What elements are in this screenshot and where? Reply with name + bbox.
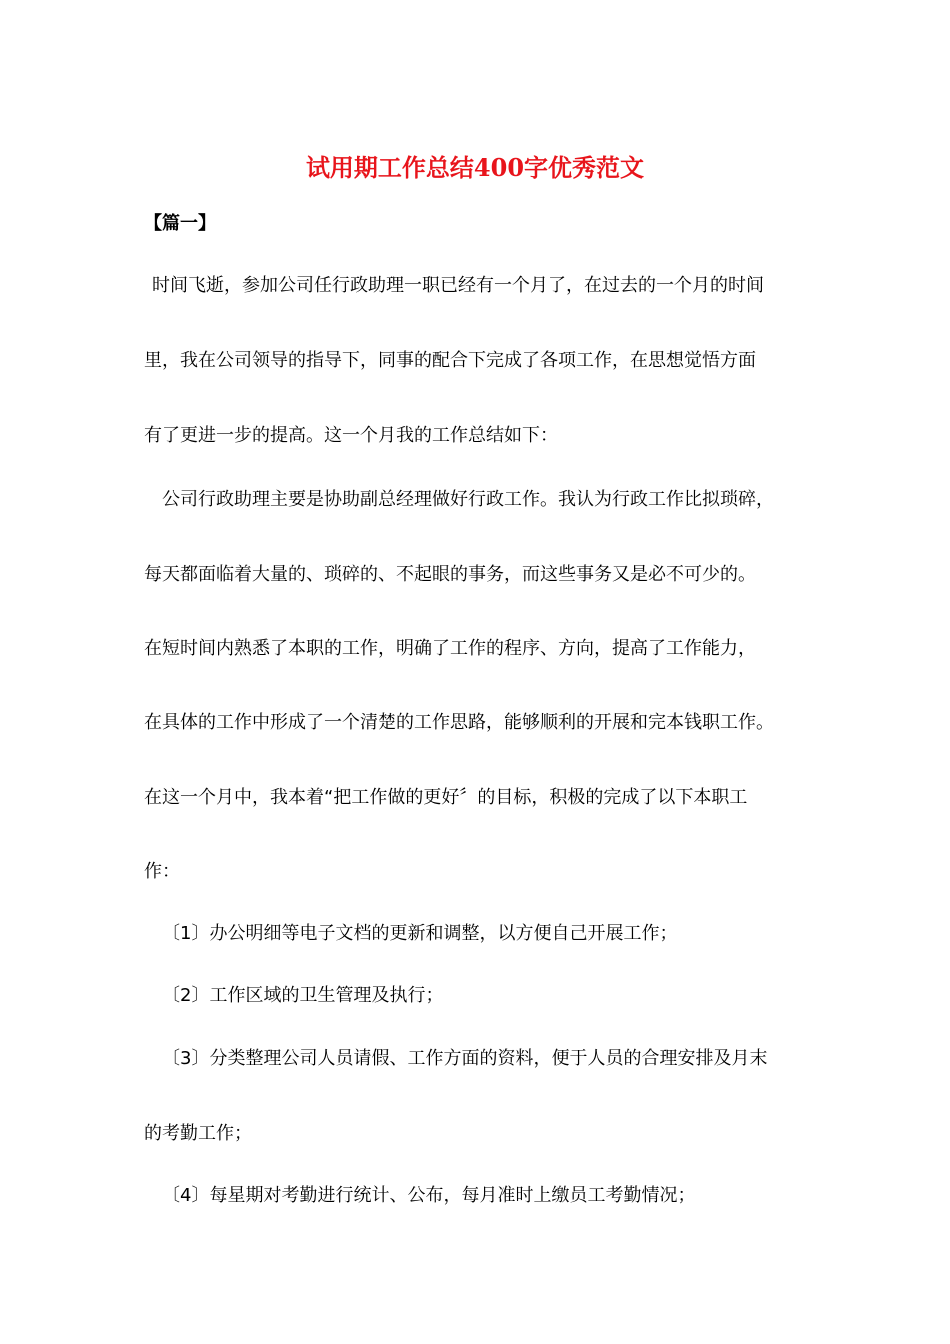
paragraph-line: 在具体的工作中形成了一个清楚的工作思路，能够顺利的开展和完本钱职工作。 (144, 712, 774, 733)
document-title: 试用期工作总结400字优秀范文 (305, 153, 645, 182)
list-item: 〔1〕办公明细等电子文档的更新和调整，以方便自己开展工作； (162, 923, 678, 944)
paragraph-line: 在这一个月中，我本着“把工作做的更好〞的目标，积极的完成了以下本职工 (144, 787, 748, 808)
paragraph-line: 作： (144, 861, 180, 882)
paragraph-line: 有了更进一步的提高。这一个月我的工作总结如下： (144, 425, 558, 446)
list-item: 〔3〕分类整理公司人员请假、工作方面的资料，便于人员的合理安排及月末 (162, 1048, 768, 1069)
section-label: 【篇一】 (144, 213, 216, 234)
list-item: 〔4〕每星期对考勤进行统计、公布，每月准时上缴员工考勤情况； (162, 1185, 696, 1206)
paragraph-line: 时间飞逝，参加公司任行政助理一职已经有一个月了，在过去的一个月的时间 (152, 275, 764, 296)
list-item: 〔2〕工作区域的卫生管理及执行； (162, 985, 444, 1006)
paragraph-line: 里，我在公司领导的指导下，同事的配合下完成了各项工作，在思想觉悟方面 (144, 350, 756, 371)
list-item-continuation: 的考勤工作； (144, 1123, 252, 1144)
paragraph-line: 公司行政助理主要是协助副总经理做好行政工作。我认为行政工作比拟琐碎， (162, 489, 774, 510)
paragraph-line: 在短时间内熟悉了本职的工作，明确了工作的程序、方向，提高了工作能力， (144, 638, 756, 659)
paragraph-line: 每天都面临着大量的、琐碎的、不起眼的事务，而这些事务又是必不可少的。 (144, 564, 756, 585)
